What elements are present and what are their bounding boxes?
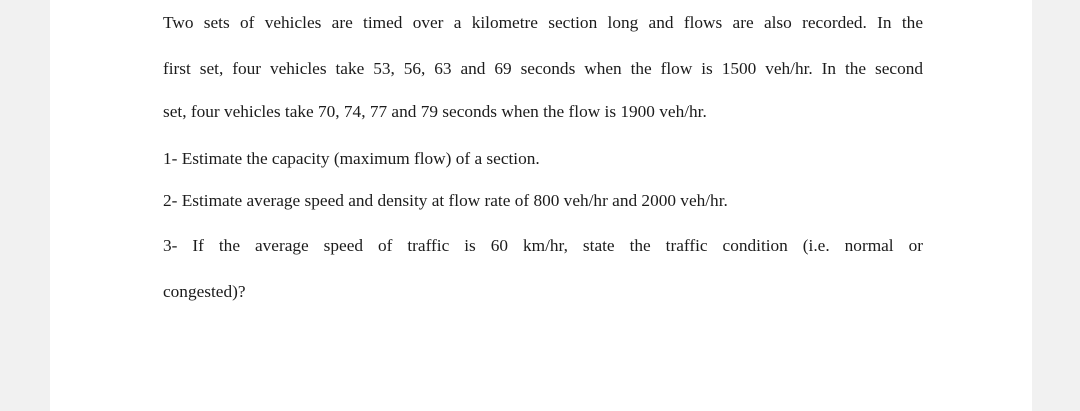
question-1: 1- Estimate the capacity (maximum flow) of a section.	[163, 149, 540, 168]
question-3-line-1: 3- If the average speed of traffic is 60 km/hr, state the traffic condition (i.e. normal or	[163, 236, 923, 255]
document-page	[50, 0, 1032, 411]
intro-line-3: set, four vehicles take 70, 74, 77 and 79 seconds when the flow is 1900 veh/hr.	[163, 102, 707, 121]
intro-line-1: Two sets of vehicles are timed over a kilometre section long and flows are also recorded. In the	[163, 13, 923, 32]
question-2: 2- Estimate average speed and density at flow rate of 800 veh/hr and 2000 veh/hr.	[163, 191, 728, 210]
intro-line-2: first set, four vehicles take 53, 56, 63 and 69 seconds when the flow is 1500 veh/hr. In the second	[163, 59, 923, 78]
question-3-line-2: congested)?	[163, 282, 246, 301]
